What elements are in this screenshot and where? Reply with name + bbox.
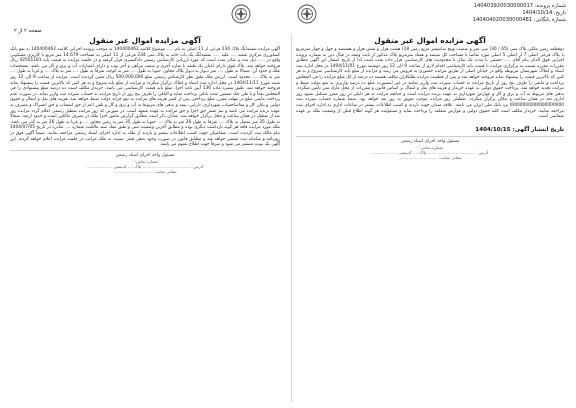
footer	[296, 145, 564, 160]
footer-line: شماره تماس: -	[132, 159, 158, 165]
archive-number: شماره بایگانی: 140404020030000481	[472, 17, 566, 23]
left-column	[10, 36, 280, 402]
footer-line: آدرس: ...................................... پلاک .... کدپستی ....................	[86, 164, 204, 170]
notice-body: آگهی مزایده ششدانگ پلاک 234 فرعی از 11 اصلی به نام ..... موضوع کلاسه 140400462 به موجب پرونده اجرایی کلاسه 140400462 به نفع بانک کشاورزی مرکزی شعبه .... علیه ..... ششدانگ یک باب خانه به پلاک ثبتی 234 فرعی از 11 اصلی به مساحت 14.679 متر مربع با کاربری مسکونی واقع در ..... ذیل ثبت و صادر شده است که مورد ارزیابی کارشناس رسمی دادگستری قرار گرفته و در جلسه مزایده به قیمت پایه 42501181 ریال فروخته خواهد شد. پلاک فوق دارای اعیان یک طبقه با سازه آجری و سقف تیرآهن و آجر بوده و دارای امتیازات آب و برق و گاز می باشد. مشخصات ملک و حدود آن: شمالا به طول .... متر دیوار به دیوار پلاک مجاور، جنوبا به طول .... متر به کوچه، شرقا به طول .... متر به پلاک .... و غربا به طول .... متر به پلاک .... محدود است. ارزش ملک طبق نظر کارشناس رسمی مبلغ 500,000,000 ریال تعیین گردیده است. مزایده از ساعت 9 الی 12 روز شنبه مورخ 1404/11/11 در محل اداره ثبت اسناد و املاک برگزار میگردد و مزایده از مبلغ پایه شروع و به هر کس که بالاترین قیمت را پیشنهاد نماید فروخته خواهد شد. طبق تبصره ماده 136 آیین نامه اجرا، مبلغ پایه قیمت کارشناسی می باشد. خریدار مکلف است ده درصد مبلغ پیشنهادی را فی المجلس نقداً و یا طی چک تضمین شده بانکی پرداخت نماید و الباقی را ظرف پنج روز از تاریخ مزایده به حساب سپرده ثبت واریز نماید. در صورت عدم پرداخت مابقی مبلغ در مهلت مقرر، مبلغ پرداختی پس از کسر هزینه های مزایده به نفع خزانه دولت ضبط خواهد شد. هزینه های نقل و انتقال و حقوق دولتی و پایان کار و مفاصاحساب شهرداری، دارایی، بیمه و بدهی های مربوط به آب و برق و گاز و تلفن اعم از حق انشعاب و حق اشتراک و مصرف به عهده برنده مزایده می باشد و نیم عشر حق اجرا و حق مزایده به عهده متعهد است. در صورتی که روز مزایده تعطیل رسمی اعلام گردد مزایده روز بعد از تعطیل در همان ساعت و محل برگزار خواهد شد. شایان ذکر است مطابق گزارش مامور اجرا ملک در تصرف مالکین است و حدود اربعه: شمالا به طول 35 متر متصل به پلاک .... شرقا به طول 26 متر به پلاک .... جنوبا به طول 35 متر به زمین مجاور .... و غربا به طول 26 متر به گذر می باشد. ملک مورد مزایده فاقد هر گونه بازداشت دیگری بوده و مطابق آخرین وضعیت ثبتی و طبق مفاد سند مالکیت شماره .... صادره در تاریخ 1404/07/05 بنام مالک ثبت گردیده است. متقاضیان جهت کسب اطلاعات بیشتر و بازدید از ملک به اداره اجرای اسناد رسمی مراجعه نمایند. ضمناً آگهی فوق در روزنامه و سامانه ثبت منتشر خواهد شد و مطابق قانون در صورت وجود بدهی قبلی نسبت به ملک مراتب در جلسه مزایده اعلام خواهد گردید. این آگهی یک نوبت منتشر می شود و صرفاً جهت اطلاع عموم می باشد.	[10, 47, 280, 148]
page-number: صفحه ۲ از ۲	[14, 28, 42, 34]
document-page	[4, 2, 572, 406]
footer-line: نشانی سایت: ...............................	[113, 169, 177, 175]
notice-body: دوقطعه زمین ملکی پلاک ثبتی (65 / 30) سی متر و شصت وپنج سانتیمتر مربع زمین 18) هشت هزار و شش هزار و هشتصد و چهل و چهار مترمربع با پلاک فرعی اصلی 7 از اصلی 5 اصلی مورد تقاضا با مساحت کل سیصد و هفتاد مترمربع پلاک مذکور از بابت وثیقه در قبال دین به شماره پرونده اجرایی فوق الذکر بنام آقای ..... حقیقی با مدت یک سال با محدودیت های کارشناسی قرار داده شده است لذا از تاریخ انتشار این آگهی مطابق مقررات مقرره نسبت به برگزاری مزایده با قیمت پایه کارشناسی اقدام لازم از ساعت 9 الی 12 روز دوشنبه مورخ 1404/11/01 در محل اداره ثبت اسناد و املاک شهرستان مربوطه واقع در خیابان اصلی از طریق مزایده حضوری به فروش می رسد و مزایده از مبلغ پایه کارشناسی شروع و به هر کس که بالاترین قیمت را پیشنهاد نماید فروخته خواهد شد و پس از قطعیت مزایده طلبکاران مکلف هستند ده درصد از کل مبلغ مزایده را فی المجلس پرداخت و مابقی را ظرف پنج روز از تاریخ مزایده به حساب سپرده ثبت واریز نمایند در غیر اینصورت مبلغ ده درصد واریزی به نفع دولت ضبط و مزایده تجدید خواهد شد. پرداخت حقوق دولتی به عهده خریدار و هزینه های نقل و انتقال بر اساس قانون و مقررات از محل مازاد ثمن تامین میگردد. بدهی های مربوط به آب و برق و گاز و عوارض شهرداری به عهده برنده مزایده است و چنانچه مزایده به هر دلیلی در روز مقرر تشکیل نشود روز اداری بعد در همان ساعت و مکان برگزار میگردد. تعطیلی روز مزایده موجب تعویق به روز بعد خواهد بود. ضمناً شماره حساب سپرده ثبت IR000000000000000000 نزد بانک ملی ایران می باشد. علاقه مندان جهت بازدید و کسب اطلاعات بیشتر در ساعات اداری به اداره اجرای ثبت مراجعه نمایند. خریدار مکلف است کلیه حقوق دولتی و عوارض متعلقه را پرداخت نماید و مسئولیت هر گونه اطلاع قبلی از وضعیت ملک بر عهده متقاضی است.	[296, 47, 564, 120]
divider	[296, 136, 564, 137]
signature: مسئول واحد اجرای اسناد رسمی	[115, 152, 175, 158]
notice-title: آگهی مزایده اموال غیر منقول	[89, 36, 201, 45]
divider	[10, 150, 280, 151]
emblem-icon	[230, 3, 252, 25]
document-header	[4, 2, 572, 34]
case-number: شماره پرونده: 140403920030000017	[473, 3, 566, 9]
notice-title: آگهی مزایده اموال غیر منقول	[374, 36, 486, 45]
column-divider	[291, 34, 292, 402]
header-meta	[473, 3, 566, 24]
signature: مسئول واحد اجرای اسناد رسمی	[400, 138, 460, 144]
header-date: تاریخ: 1404/10/14	[522, 10, 566, 16]
right-column	[296, 36, 564, 402]
footer-line: شماره تماس: -	[417, 145, 443, 151]
publish-date: تاریخ انتشار آگهی: 1404/10/15	[475, 126, 564, 133]
footer-line: نشانی سایت: ...............................	[398, 155, 462, 161]
footer	[10, 159, 280, 174]
footer-line: آدرس: ...................................... پلاک .... کدپستی ....................	[371, 150, 489, 156]
emblem-icon	[296, 3, 318, 25]
